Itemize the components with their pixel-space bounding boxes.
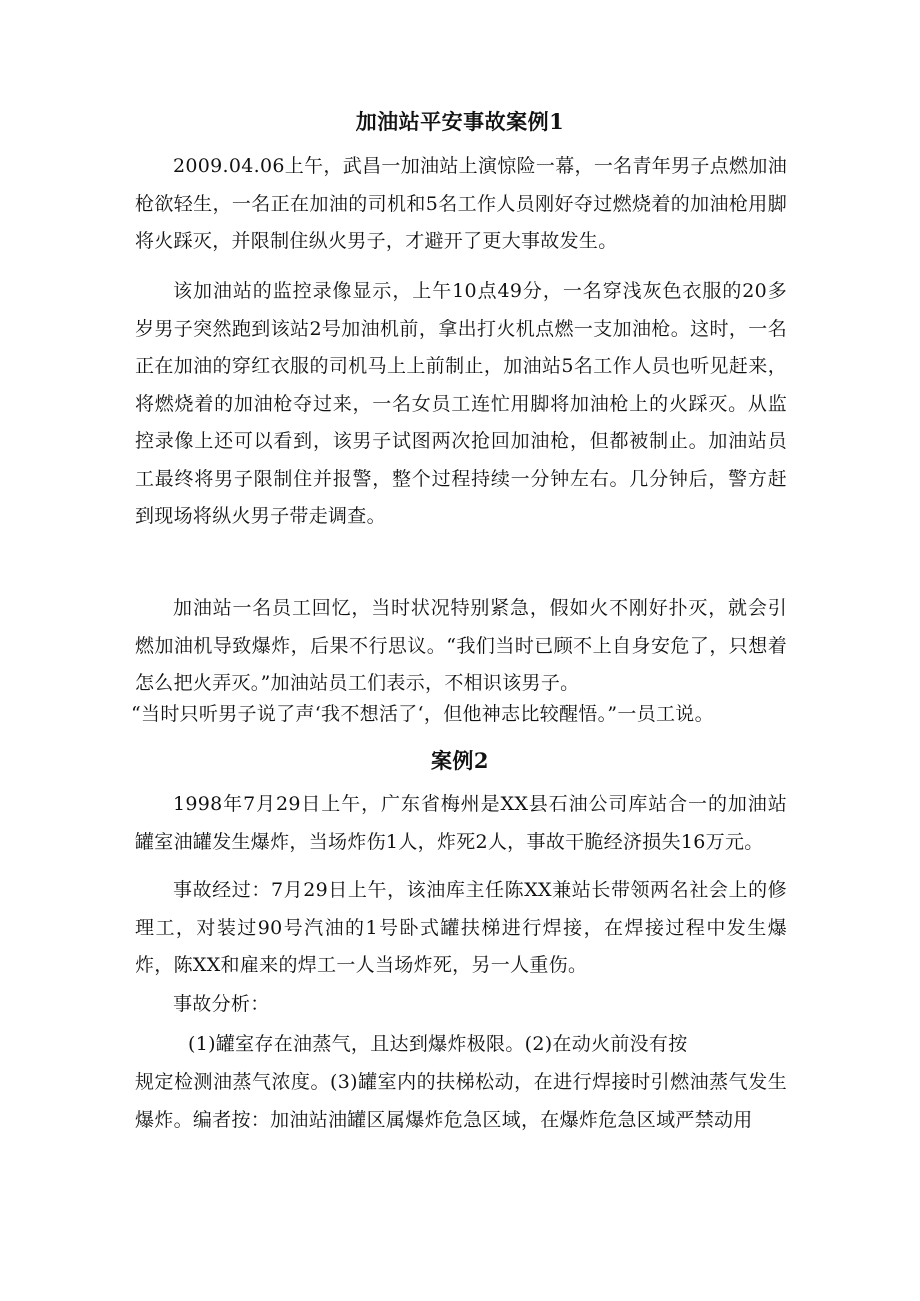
case2-analysis-line-1: (1)罐室存在油蒸气，且达到爆炸极限。(2)在动火前没有按 <box>188 1033 688 1055</box>
case1-quote: “当时只听男子说了声‘我不想活了‘，但他神志比较醒悟。”一员工说。 <box>131 703 714 725</box>
document-title: 加油站平安事故案例1 <box>355 109 565 134</box>
case2-analysis-text: 规定检测油蒸气浓度。(3)罐室内的扶梯松动，在进行焊接时引燃油蒸气发生爆炸。编者按：加油站油罐区属爆炸危急区域，在爆炸危急区域严禁动用 <box>135 1071 787 1131</box>
case2-title: 案例2 <box>430 748 490 773</box>
case2-analysis-heading: 事故分析： <box>173 993 270 1015</box>
case2-paragraph-2: 事故经过：7月29日上午，该油库主任陈XX兼站长带领两名社会上的修理工，对装过90号汽油的1号卧式罐扶梯进行焊接，在焊接过程中发生爆炸，陈XX和雇来的焊工一人当场炸死，另一人重伤。 <box>135 879 787 976</box>
case2-paragraph-1: 1998年7月29日上午，广东省梅州是XX县石油公司库站合一的加油站罐室油罐发生爆炸，当场炸伤1人，炸死2人，事故干脆经济损失16万元。 <box>135 793 787 853</box>
case1-paragraph-2: 该加油站的监控录像显示，上午10点49分，一名穿浅灰色衣服的20多岁男子突然跑到该站2号加油机前，拿出打火机点燃一支加油枪。这时，一名正在加油的穿红衣服的司机马上上前制止，加油站5名工作人员也听见赶来，将燃烧着的加油枪夺过来，一名女员工连忙用脚将加油枪上的火踩灭。从监控录像上还可以看到，该男子试图两次抢回加油枪，但都被制止。加油站员工最终将男子限制住并报警，整个过程持续一分钟左右。几分钟后，警方赶到现场将纵火男子带走调查。 <box>135 280 787 527</box>
case1-paragraph-3: 加油站一名员工回忆，当时状况特别紧急，假如火不刚好扑灭，就会引燃加油机导致爆炸，后果不行思议。“我们当时已顾不上自身安危了，只想着怎么把火弄灭。”加油站员工们表示，不相识该男子。 <box>135 597 787 694</box>
case1-paragraph-1: 2009.04.06上午，武昌一加油站上演惊险一幕，一名青年男子点燃加油枪欲轻生，一名正在加油的司机和5名工作人员刚好夺过燃烧着的加油枪用脚将火踩灭，并限制住纵火男子，才避开了更大事故发生。 <box>135 155 787 252</box>
